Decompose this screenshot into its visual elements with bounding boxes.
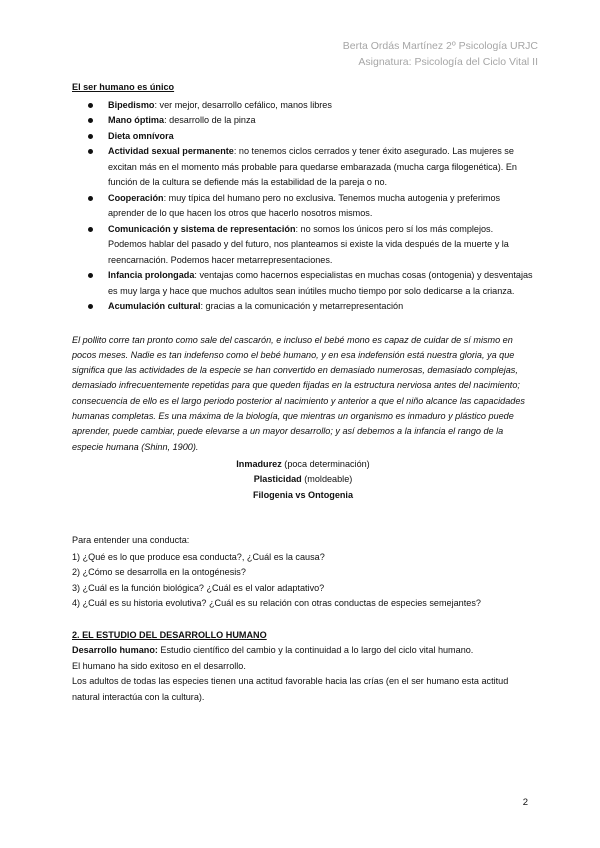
paragraph-line: El humano ha sido exitoso en el desarrollo. [72,660,246,671]
question-line: 1) ¿Qué es lo que produce esa conducta?, ¿Cuál es la causa? [72,551,325,562]
definition-term: Desarrollo humano: [72,645,158,656]
page-content [72,80,534,705]
concept-text: (moldeable) [301,474,353,485]
questions-block [72,533,534,612]
section1-title: El ser humano es único [72,82,175,92]
item-text: : desarrollo de la pinza [164,115,256,125]
item-term: Mano óptima [108,115,165,125]
item-term: Infancia prolongada [108,270,195,280]
header-subject: Asignatura: Psicología del Ciclo Vital II [358,56,538,68]
list-item [72,98,534,114]
item-term: Acumulación cultural [108,301,201,311]
item-text: : ventajas como hacernos especialistas en muchas cosas (ontogenia) y desventajas es muy larga y hace que muchos adultos sean inútiles mucho tiempo por solo dedicarse a la crianza. [108,270,533,296]
key-concepts [72,457,534,504]
shinn-quote: El pollito corre tan pronto como sale del cascarón, e incluso el bebé mono es capaz de cuidar de sí mismo en pocos meses. Nadie es tan indefenso como el bebé humano, y en esa indefensión está nuestra gloria, ya que significa que las actividades de la especie se han convertido en demasiado numerosas, demasiado complejas, demasiado infrecuentemente repetidas para que queden fijadas en la estructura nerviosa antes del nacimiento; consecuencia de ello es el largo periodo posterior al nacimiento y anterior a que el niño alcance las capacidades humanas completas. Es una máxima de la biología, que mientras un organismo es inmaduro y plástico puede aprender, puede cambiar, puede elevarse a un mayor desarrollo; y así debemos a la infancia el rango de la especie humana (Shinn, 1900). [72,334,525,452]
item-term: Cooperación [108,192,164,203]
concept-line [72,457,534,473]
concept-term: Plasticidad [253,474,302,485]
item-text: : no tenemos ciclos cerrados y tener éxito asegurado. Las mujeres se excitan más en el momento más probable para quedarse embarazada (mucha carga filogenética). En función de la cultura se defiende más la estabilidad de la pareja o no. [108,146,517,187]
traits-list [72,98,534,315]
concept-line [72,472,534,488]
list-item [72,129,534,145]
page-header [343,38,538,70]
questions-intro: Para entender una conducta: [72,535,190,546]
item-term: Dieta omnívora [108,130,174,141]
list-item [72,268,534,299]
concept-term: Inmadurez [236,458,282,469]
item-text: : gracias a la comunicación y metarrepresentación [200,301,404,311]
list-item [72,222,534,269]
list-item [72,113,534,129]
question-line: 2) ¿Cómo se desarrolla en la ontogénesis? [72,567,246,578]
question-line: 4) ¿Cuál es su historia evolutiva? ¿Cuál es su relación con otras conductas de especies semejantes? [72,598,481,609]
concept-term: Filogenia vs Ontogenia [252,489,354,500]
item-term: Actividad sexual permanente [108,146,234,156]
item-text: : no somos los únicos pero sí los más complejos. Podemos hablar del pasado y del futuro, nos planteamos si existe la vida después de la muerte y la reencarnación. Podemos hacer metarrepresentaciones. [108,223,509,265]
concept-text: (poca determinación) [281,458,370,469]
question-line: 3) ¿Cuál es la función biológica? ¿Cuál es el valor adaptativo? [72,582,325,593]
list-item [72,191,534,222]
header-author: Berta Ordás Martínez 2º Psicología URJC [342,40,538,52]
item-term: Comunicación y sistema de representación [108,223,296,234]
concept-line [72,488,534,504]
list-item [72,299,534,315]
item-term: Bipedismo [108,99,155,110]
item-text: : ver mejor, desarrollo cefálico, manos libres [154,99,332,110]
list-item [72,144,534,191]
paragraph-line: Los adultos de todas las especies tienen una actitud favorable hacia las crías (en el ser humano esta actitud natural interactúa con la cultura). [72,676,509,702]
definition-line [72,643,534,659]
section2-title: 2. EL ESTUDIO DEL DESARROLLO HUMANO [72,629,267,640]
item-text: : muy típica del humano pero no exclusiva. Tenemos mucha autogenia y preferimos aprender de lo que hacen los otros que hacerlo nosotros mismos. [108,192,501,218]
page-number: 2 [522,797,528,808]
definition-text: Estudio científico del cambio y la continuidad a lo largo del ciclo vital humano. [157,645,474,656]
